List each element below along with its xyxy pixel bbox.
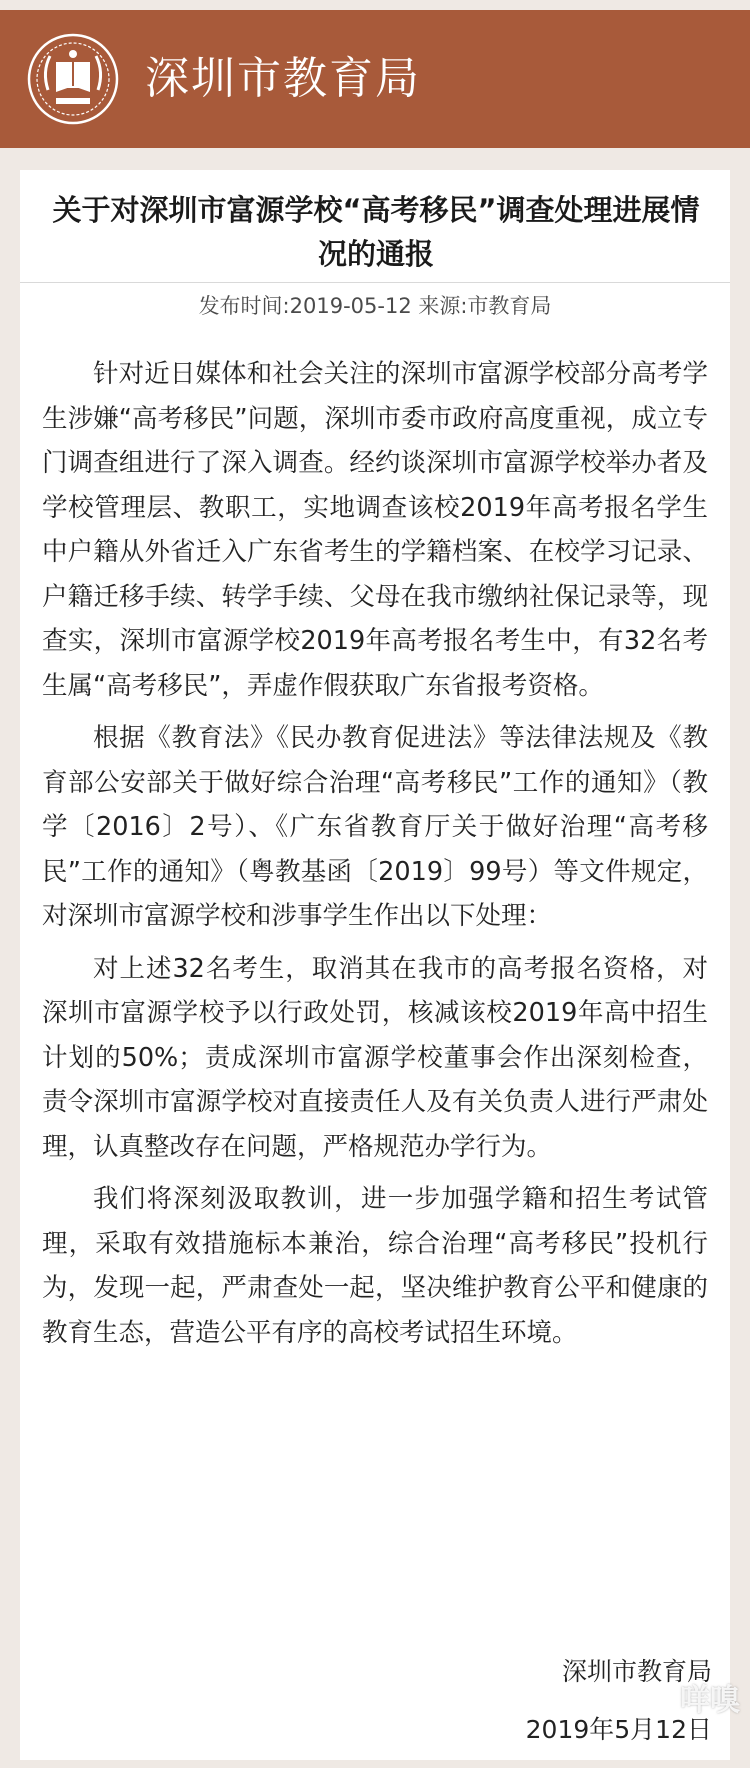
article-paragraph: 针对近日媒体和社会关注的深圳市富源学校部分高考学生涉嫌“高考移民”问题，深圳市委市政府高度重视，成立专门调查组进行了深入调查。经约谈深圳市富源学校举办者及学校管理层、教职工，实地调查该校2019年高考报名学生中户籍从外省迁入广东省考生的学籍档案、在校学习记录、户籍迁移手续、转学手续、父母在我市缴纳社保记录等，现查实，深圳市富源学校2019年高考报名考生中，有32名考生属“高考移民”，弄虚作假获取广东省报考资格。	[42, 359, 708, 701]
article-paragraph: 根据《教育法》《民办教育促进法》等法律法规及《教育部公安部关于做好综合治理“高考移民”工作的通知》（教学〔2016〕2号）、《广东省教育厅关于做好治理“高考移民”工作的通知》（粤教基函〔2019〕99号）等文件规定，对深圳市富源学校和涉事学生作出以下处理：	[42, 723, 708, 931]
education-bureau-emblem-icon	[26, 32, 120, 126]
watermark: 咩嗅	[680, 1683, 740, 1718]
header-title: 深圳市教育局	[145, 53, 421, 104]
app-header	[0, 10, 750, 148]
signature-date: 2019年5月12日	[525, 1715, 712, 1744]
article-paragraph: 我们将深刻汲取教训，进一步加强学籍和招生考试管理，采取有效措施标本兼治，综合治理“高考移民”投机行为，发现一起，严肃查处一起，坚决维护教育公平和健康的教育生态，营造公平有序的高校考试招生环境。	[42, 1184, 708, 1348]
article-meta: 发布时间:2019-05-12 来源:市教育局	[198, 294, 552, 318]
meta-divider	[20, 282, 730, 283]
article-card	[20, 170, 730, 1760]
article-paragraph: 对上述32名考生，取消其在我市的高考报名资格，对深圳市富源学校予以行政处罚，核减该校2019年高中招生计划的50%；责成深圳市富源学校董事会作出深刻检查，责令深圳市富源学校对直接责任人及有关负责人进行严肃处理，认真整改存在问题，严格规范办学行为。	[42, 953, 708, 1162]
article-title: 关于对深圳市富源学校“高考移民”调查处理进展情况的通报	[52, 193, 700, 271]
article-body	[42, 352, 708, 1363]
signature-org: 深圳市教育局	[561, 1657, 712, 1686]
